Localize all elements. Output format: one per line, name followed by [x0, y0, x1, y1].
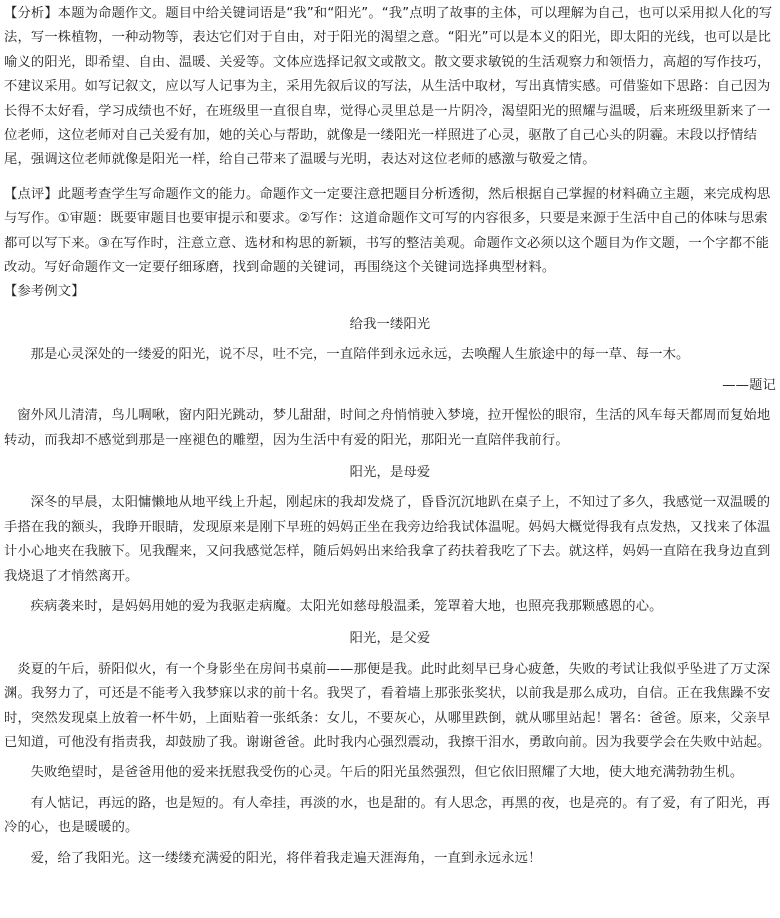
reference-essay-label: 【参考例文】 — [4, 284, 85, 300]
essay-epigraph: 那是心灵深处的一缕爱的阳光，说不尽，吐不完，一直陪伴到永远永远，去唤醒人生旅途中的每一草、每一木。 — [30, 347, 690, 363]
essay-title: 给我一缕阳光 — [349, 316, 431, 332]
section-mother-paragraph-2: 疾病袭来时，是妈妈用她的爱为我驱走病魔。太阳光如慈母般温柔，笼罩着大地，也照亮我那颗感恩的心。 — [30, 598, 663, 614]
closing-paragraph-2: 爱，给了我阳光。这一缕缕充满爱的阳光，将伴着我走遍天涯海角，一直到永远永远！ — [30, 850, 542, 866]
section-father-paragraph-2: 失败绝望时，是爸爸用他的爱来抚慰我受伤的心灵。午后的阳光虽然强烈，但它依旧照耀了大地，使大地充满勃勃生机。 — [30, 765, 744, 781]
closing-paragraph-1: 有人惦记，再远的路，也是短的。有人牵挂，再淡的水，也是甜的。有人思念，再黑的夜，也是亮的。有了爱，有了阳光，再冷的心，也是暖暖的。 — [4, 795, 771, 836]
section-mother-paragraph-1: 深冬的早晨，太阳慵懒地从地平线上升起，刚起床的我却发烧了，昏昏沉沉地趴在桌子上，不知过了多久，我感觉一双温暖的手搭在我的额头，我睁开眼睛，发现原来是刚下早班的妈妈正坐在我旁边给我试体温呢。妈妈大概觉得我有点发热，又找来了体温计小心地夹在我腋下。见我醒来，又问我感觉怎样，随后妈妈出来给我拿了药扶着我吃了下去。就这样，妈妈一直陪在我身边直到我烧退了才悄然离开。 — [4, 495, 771, 584]
epigraph-label: ——题记 — [722, 377, 776, 393]
analysis-paragraph: 【分析】本题为命题作文。题目中给关键词语是“我”和“阳光”。“我”点明了故事的主体，可以理解为自己，也可以采用拟人化的写法，写一株植物，一种动物等，表达它们对于自由，对于阳光的渴望之意。“阳光”可以是本义的阳光，即太阳的光线，也可以是比喻义的阳光，即希望、自由、温暖、关爱等。文体应选择记叙文或散文。散文要求敏锐的生活观察力和领悟力，高超的写作技巧，不建议采用。如写记叙文，应以写人记事为主，采用先叙后议的写法，从生活中取材，写出真情实感。可借鉴如下思路：自己因为长得不太好看，学习成绩也不好，在班级里一直很自卑，觉得心灵里总是一片阴冷，渴望阳光的照耀与温暖，后来班级里新来了一位老师，这位老师对自己关爱有加，她的关心与帮助，就像是一缕阳光一样照进了心灵，驱散了自己心头的阴霾。末段以抒情结尾，强调这位老师就像是阳光一样，给自己带来了温暖与光明，表达对这位老师的感激与敬爱之情。 — [4, 6, 773, 168]
section-title-father: 阳光，是父爱 — [349, 631, 431, 647]
comment-paragraph: 【点评】此题考查学生写命题作文的能力。命题作文一定要注意把题目分析透彻，然后根据自己掌握的材料确立主题，来完成构思与写作。①审题：既要审题目也要审提示和要求。②写作：这道命题作文可写的内容很多，只要是来源于生活中自己的体味与思索都可以写下来。③在写作时，注意立意、选材和构思的新颖，书写的整洁美观。命题作文必须以这个题目为作文题，一个字都不能改动。写好命题作文一定要仔细琢磨，找到命题的关键词，再围绕这个关键词选择典型材料。 — [4, 186, 771, 276]
essay-intro-paragraph: 窗外风儿清清，鸟儿啁啾，窗内阳光跳动，梦儿甜甜，时间之舟悄悄驶入梦境，拉开惺忪的眼帘，生活的风车每天都周而复始地转动，而我却不感觉到那是一座褪色的雕塑，因为生活中有爱的阳光，那阳光一直陪伴我前行。 — [4, 408, 771, 448]
section-title-mother: 阳光，是母爱 — [349, 464, 431, 480]
section-father-paragraph-1: 炎夏的午后，骄阳似火，有一个身影坐在房间书桌前——那便是我。此时此刻早已身心疲惫，失败的考试让我似乎坠进了万丈深渊。我努力了，可还是不能考入我梦寐以求的前十名。我哭了，看着墙上那张张奖状，以前我是那么成功，自信。正在我焦躁不安时，突然发现桌上放着一杯牛奶，上面贴着一张纸条：女儿，不要灰心，从哪里跌倒，就从哪里站起！署名：爸爸。原来，父亲早已知道，可他没有指责我，却鼓励了我。谢谢爸爸。此时我内心强烈震动，我擦干泪水，勇敢向前。因为我要学会在失败中站起。 — [4, 661, 771, 750]
spacer — [4, 173, 776, 183]
